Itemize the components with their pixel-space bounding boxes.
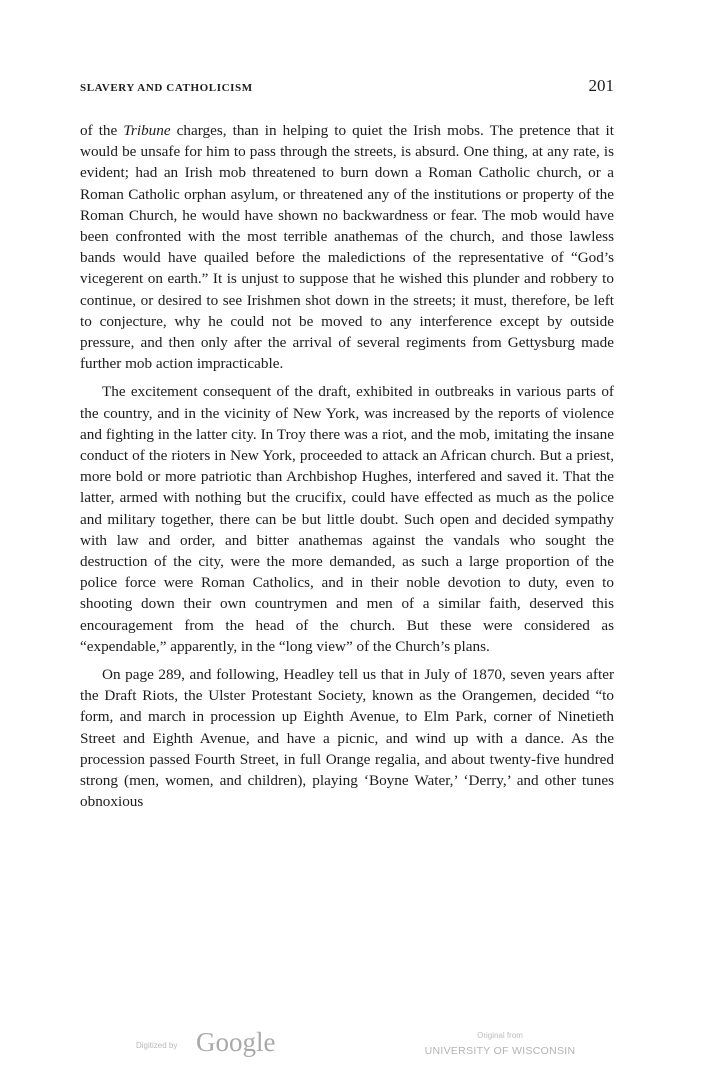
paragraph-2: The excitement consequent of the draft, exhibited in outbreaks in various parts of the country, and in the vicinity of New York, was increased by the reports of violence and fighting in the latter city. In Troy there was a riot, and the mob, imitating the insane conduct of the rioters in New York, proceeded to attack an African church. But a priest, more bold or more patriotic than Archbishop Hughes, interfered and saved it. That the latter, armed with nothing but the crucifix, could have effected as much as the police and military together, there can be but little doubt. Such open and decided sympathy with law and order, and bitter anathemas against the vandals who sought the destruction of the city, were the more demanded, as such a large proportion of the police force were Roman Catholics, and in their noble devotion to duty, even to shooting down their own countrymen and men of a similar faith, deserved this encouragement from the head of the church. But these were considered as “expendable,” apparently, in the “long view” of the Church’s plans.	[80, 383, 614, 655]
original-from-label: Original from	[477, 1031, 523, 1040]
page-number: 201	[588, 76, 614, 95]
library-name: UNIVERSITY OF WISCONSIN	[424, 1045, 576, 1057]
digitized-by-label: Digitized by	[136, 1041, 178, 1050]
body-text	[80, 120, 614, 820]
digitization-footer	[0, 1025, 711, 1065]
running-head	[80, 76, 614, 100]
paragraph-1-post: charges, than in helping to quiet the Irish mobs. The pretence that it would be unsafe for him to pass through the streets, is absurd. One thing, at any rate, is evident; had an Irish mob threatened to burn down a Roman Catholic church, or a Roman Catholic orphan asylum, or threatened any of the institutions or property of the Roman Church, he would have shown no backwardness or fear. The mob would have been confronted with the most terrible anathemas of the church, and those lawless bands would have quailed before the maledictions of the representative of “God’s vicegerent on earth.” It is unjust to suppose that he wished this plunder and robbery to continue, or desired to see Irishmen shot down in the streets; it must, therefore, be left to conjecture, why he could not be moved to any interference except by outside pressure, and then only after the arrival of several regiments from Gettysburg made further mob action impracticable.	[80, 122, 614, 373]
paragraph-1	[80, 120, 614, 374]
running-title: SLAVERY AND CATHOLICISM	[80, 82, 253, 94]
paragraph-3: On page 289, and following, Headley tell us that in July of 1870, seven years after the Draft Riots, the Ulster Protestant Society, known as the Orangemen, decided “to form, and march in procession up Eighth Avenue, to Elm Park, corner of Ninetieth Street and Eighth Avenue, and have a picnic, and wind up with a dance. As the procession passed Fourth Street, in full Orange regalia, and about twenty-five hundred strong (men, women, and children), playing ‘Boyne Water,’ ‘Derry,’ and other tunes obnoxious	[80, 666, 614, 811]
paragraph-1-pre: of the	[80, 122, 124, 139]
paragraph-1-italic: Tribune	[123, 122, 171, 139]
google-logo: Google	[196, 1027, 276, 1057]
